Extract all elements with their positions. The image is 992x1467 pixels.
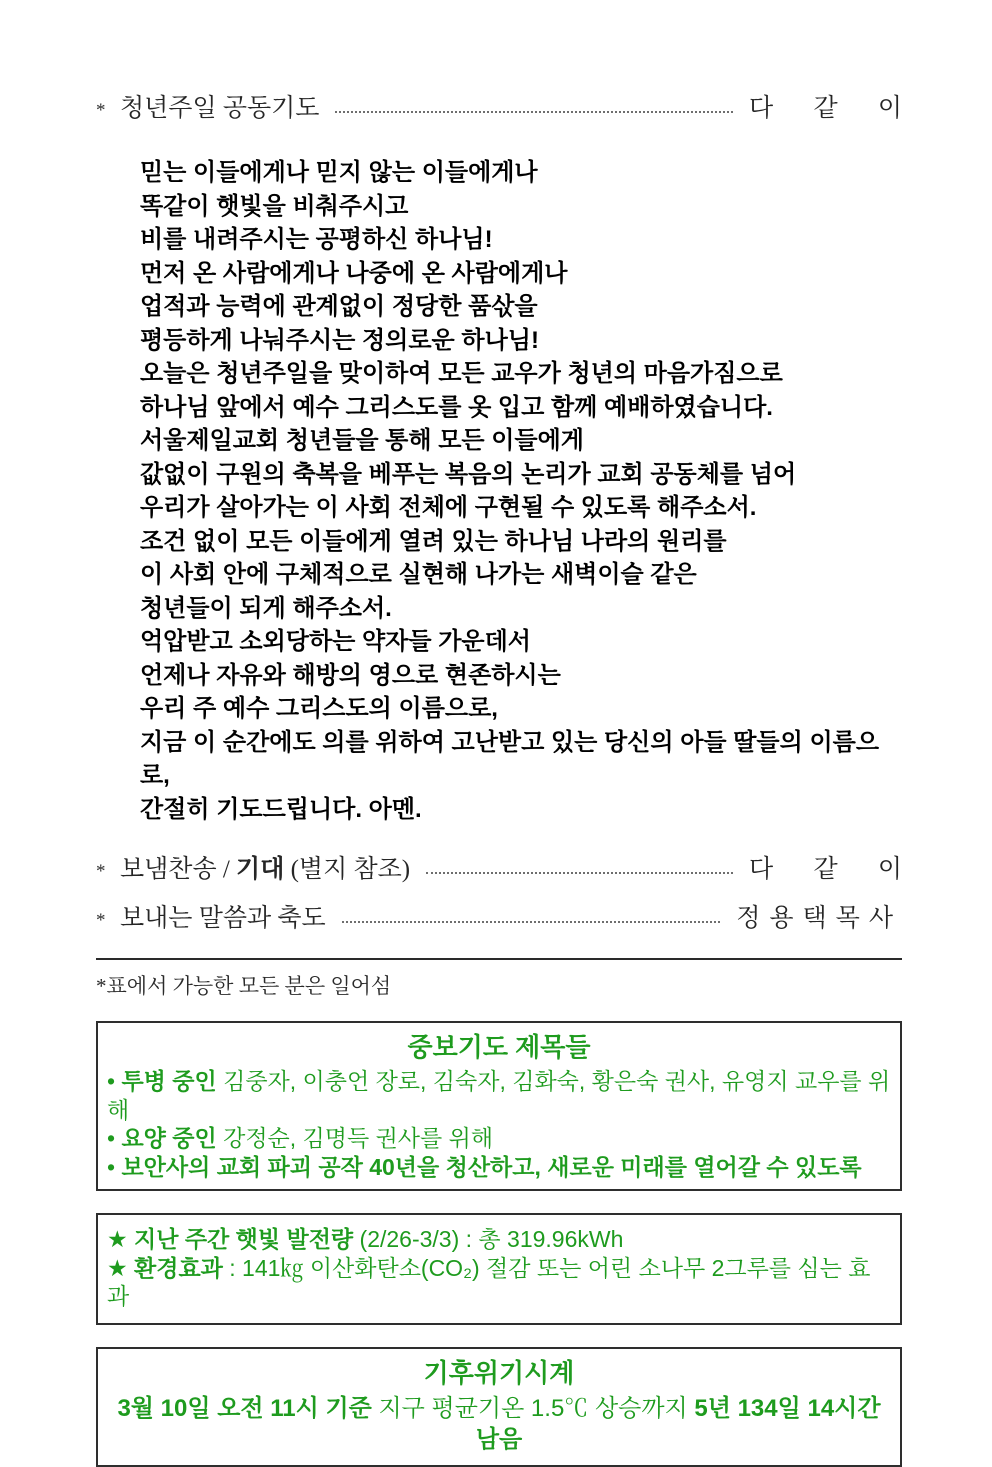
intercession-line	[107, 1124, 891, 1153]
dotted-leader	[335, 111, 733, 113]
prayer-line: 먼저 온 사람에게나 나중에 온 사람에게나	[140, 259, 568, 287]
order-item-performer: 다 같 이	[749, 855, 902, 883]
prayer-line: 평등하게 나눠주시는 정의로운 하나님!	[140, 326, 539, 354]
text-run: 김중자, 이충언 장로, 김숙자, 김화숙, 황은숙 권사, 유영지 교우를 위해	[107, 1068, 891, 1123]
prayer-line: 믿는 이들에게나 믿지 않는 이들에게나	[140, 159, 538, 186]
prayer-line: 업적과 능력에 관계없이 정당한 품삯을	[140, 293, 538, 320]
solar-report-line	[107, 1225, 891, 1254]
order-item-title: 보내는 말씀과 축도	[120, 905, 326, 932]
solar-report-box	[96, 1213, 902, 1325]
intercession-box	[96, 1021, 902, 1191]
text-run: ★	[107, 1226, 135, 1252]
prayer-line: 지금 이 순간에도 의를 위하여 고난받고 있는 당신의 아들 딸들의 이름으로,	[140, 728, 880, 789]
prayer-line: 이 사회 안에 구체적으로 실현해 나가는 새벽이슬 같은	[140, 561, 697, 588]
prayer-line: 간절히 기도드립니다. 아멘.	[140, 795, 422, 823]
prayer-line: 똑같이 햇빛을 비춰주시고	[140, 192, 409, 220]
standing-footnote: *표에서 가능한 모든 분은 일어섬	[96, 974, 392, 998]
order-line-sending-hymn	[96, 852, 902, 887]
intercession-box-lines	[107, 1067, 891, 1181]
prayer-line: 비를 내려주시는 공평하신 하나님!	[140, 226, 493, 253]
text-run: 3월 10일 오전 11시 기준	[117, 1394, 372, 1422]
hymn-name: 기대	[236, 855, 285, 883]
prayer-line: 우리가 살아가는 이 사회 전체에 구현될 수 있도록 해주소서.	[140, 494, 757, 521]
text-run: 요양 중인	[121, 1125, 217, 1151]
prayer-line: 오늘은 청년주일을 맞이하여 모든 교우가 청년의 마음가짐으로	[140, 360, 783, 387]
prayer-line: 우리 주 예수 그리스도의 이름으로,	[140, 695, 498, 722]
solar-report-lines	[107, 1225, 891, 1311]
prayer-line: 억압받고 소외당하는 약자들 가운데서	[140, 628, 531, 655]
text-run: 투병 중인	[121, 1068, 217, 1094]
solar-report-line	[107, 1254, 891, 1311]
section-divider	[96, 958, 902, 960]
order-item-title: 청년주일 공동기도	[120, 95, 320, 122]
climate-clock-lines	[107, 1393, 891, 1455]
climate-clock-line	[107, 1393, 891, 1455]
text-run: 강정순, 김명득 권사를 위해	[216, 1125, 494, 1151]
text-run: 5년 134일 14시간 남음	[475, 1394, 881, 1453]
text-run: : 141㎏ 이산화탄소(CO₂) 절감 또는 어린 소나무 2그루를 심는 효과	[107, 1254, 871, 1309]
text-run: •	[107, 1068, 122, 1094]
text-run: 보안사의 교회 파괴 공작 40년을 청산하고, 새로운 미래를 열어갈 수 있도록	[121, 1153, 862, 1180]
order-line-common-prayer	[96, 92, 902, 126]
climate-clock-title: 기후위기시계	[423, 1357, 575, 1388]
prayer-line: 값없이 구원의 축복을 베푸는 복음의 논리가 교회 공동체를 넘어	[140, 460, 797, 488]
text-run: ★	[107, 1254, 135, 1281]
prayer-line: 언제나 자유와 해방의 영으로 현존하시는	[140, 661, 561, 689]
intercession-box-title: 중보기도 제목들	[407, 1032, 591, 1062]
hymn-label: 보냄찬송 /	[120, 856, 237, 883]
order-line-benediction	[96, 902, 902, 936]
prayer-line: 청년들이 되게 해주소서.	[140, 594, 392, 622]
text-run: 지난 주간 햇빛 발전량	[134, 1226, 354, 1252]
order-item-performer: 다 같 이	[749, 95, 902, 122]
order-item-title	[120, 852, 410, 887]
text-run: •	[107, 1153, 122, 1180]
text-run: 환경효과	[134, 1254, 223, 1281]
text-run: (2/26-3/3) : 총 319.96kWh	[353, 1226, 624, 1252]
intercession-line	[107, 1067, 891, 1124]
text-run: 지구 평균기온 1.5℃ 상승까지	[371, 1394, 695, 1422]
asterisk-marker: *	[96, 860, 106, 882]
order-item-performer: 정용택목사	[736, 905, 902, 932]
prayer-line: 하나님 앞에서 예수 그리스도를 옷 입고 함께 예배하였습니다.	[140, 393, 773, 421]
asterisk-marker: *	[96, 910, 106, 931]
prayer-line: 서울제일교회 청년들을 통해 모든 이들에게	[140, 427, 584, 454]
climate-clock-box	[96, 1347, 902, 1467]
text-run: •	[107, 1125, 122, 1151]
dotted-leader	[342, 921, 721, 923]
dotted-leader	[426, 872, 733, 874]
asterisk-marker: *	[96, 100, 106, 121]
hymn-note: (별지 참조)	[284, 856, 411, 883]
intercession-line	[107, 1153, 891, 1182]
common-prayer-text	[140, 156, 902, 826]
prayer-line: 조건 없이 모든 이들에게 열려 있는 하나님 나라의 원리를	[140, 527, 727, 555]
